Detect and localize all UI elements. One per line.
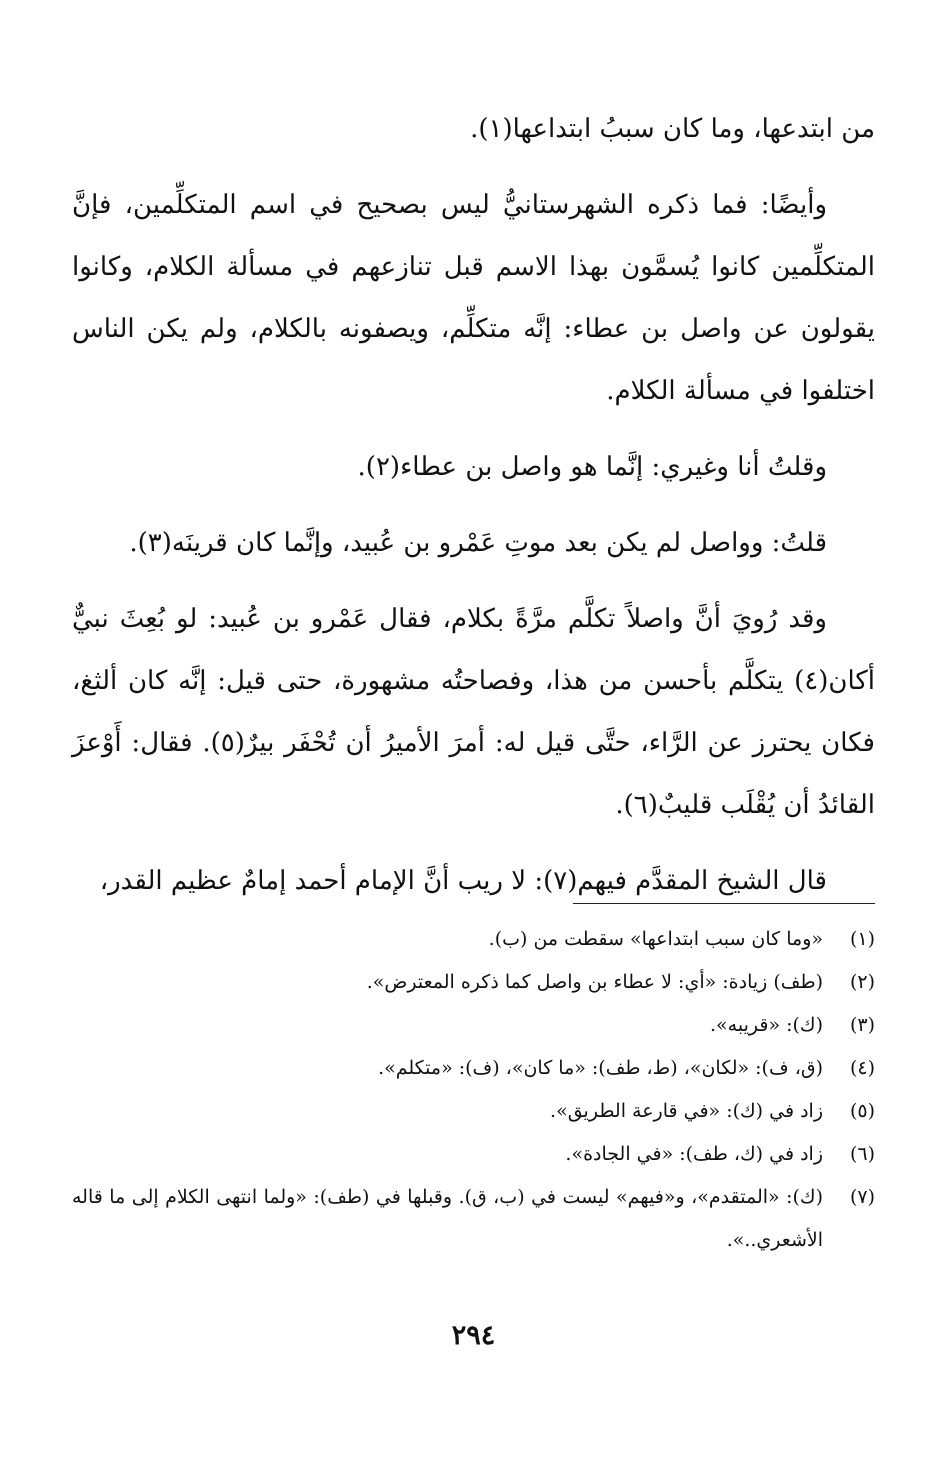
footnote-number: (٧) bbox=[849, 1186, 875, 1208]
footnote-text: (ق، ف): «لكان»، (ط، طف): «ما كان»، (ف): «متكلم». bbox=[378, 1057, 823, 1079]
footnotes-list bbox=[72, 918, 875, 1262]
footnote bbox=[72, 961, 875, 1004]
main-text bbox=[72, 98, 875, 912]
footnote-number: (٦) bbox=[849, 1143, 875, 1165]
footnote-number: (٥) bbox=[849, 1100, 875, 1122]
footnote-number: (٤) bbox=[849, 1057, 875, 1079]
footnote-text: (طف) زيادة: «أي: لا عطاء بن واصل كما ذكره المعترض». bbox=[366, 971, 823, 993]
footnote-text: زاد في (ك، طف): «في الجادة». bbox=[565, 1143, 823, 1165]
paragraph: قلتُ: وواصل لم يكن بعد موتِ عَمْرو بن عُبيد، وإنَّما كان قرينَه(٣). bbox=[129, 528, 827, 558]
paragraph: من ابتدعها، وما كان سببُ ابتداعها(١). bbox=[470, 114, 875, 144]
paragraph: وأيضًا: فما ذكره الشهرستانيُّ ليس بصحيح في اسم المتكلِّمين، فإنَّ المتكلِّمين كانوا يُسمَّون بهذا الاسم قبل تنازعهم في مسألة الكلام، وكانوا يقولون عن واصل بن عطاء: إنَّه متكلِّم، ويصفونه بالكلام، ولم يكن الناس اختلفوا في مسألة الكلام. bbox=[72, 190, 875, 406]
footnote-text: (ك): «قريبه». bbox=[710, 1014, 823, 1036]
footnote bbox=[72, 918, 875, 961]
paragraph: وقلتُ أنا وغيري: إنَّما هو واصل بن عطاء(٢). bbox=[357, 452, 827, 482]
footnote-text: «وما كان سبب ابتداعها» سقطت من (ب). bbox=[488, 928, 823, 950]
footnote bbox=[72, 1047, 875, 1090]
footnote bbox=[72, 1176, 875, 1262]
footnote-number: (٣) bbox=[849, 1014, 875, 1036]
footnote-text: (ك): «المتقدم»، و«فيهم» ليست في (ب، ق). وقبلها في (طف): «ولما انتهى الكلام إلى ما قاله الأشعري..». bbox=[72, 1186, 823, 1251]
footnote-text: زاد في (ك): «في قارعة الطريق». bbox=[550, 1100, 823, 1122]
footnote-number: (٢) bbox=[849, 971, 875, 993]
footnote bbox=[72, 1133, 875, 1176]
footnote-number: (١) bbox=[849, 928, 875, 950]
paragraph: قال الشيخ المقدَّم فيهم(٧): لا ريب أنَّ الإمام أحمد إمامٌ عظيم القدر، bbox=[99, 866, 827, 896]
footnote bbox=[72, 1004, 875, 1047]
footnote bbox=[72, 1090, 875, 1133]
footnote-divider bbox=[573, 903, 875, 904]
page-number: ٢٩٤ bbox=[451, 1320, 496, 1351]
paragraph: وقد رُويَ أنَّ واصلاً تكلَّم مرَّةً بكلام، فقال عَمْرو بن عُبيد: لو بُعِثَ نبيٌّ أكان(٤) يتكلَّم بأحسن من هذا، وفصاحتُه مشهورة، حتى قيل: إنَّه كان ألثغ، فكان يحترز عن الرَّاء، حتَّى قيل له: أمرَ الأميرُ أن تُحْفَر بيرٌ(٥). فقال: أَوْعزَ القائدُ أن يُقْلَب قليبٌ(٦). bbox=[72, 604, 875, 820]
